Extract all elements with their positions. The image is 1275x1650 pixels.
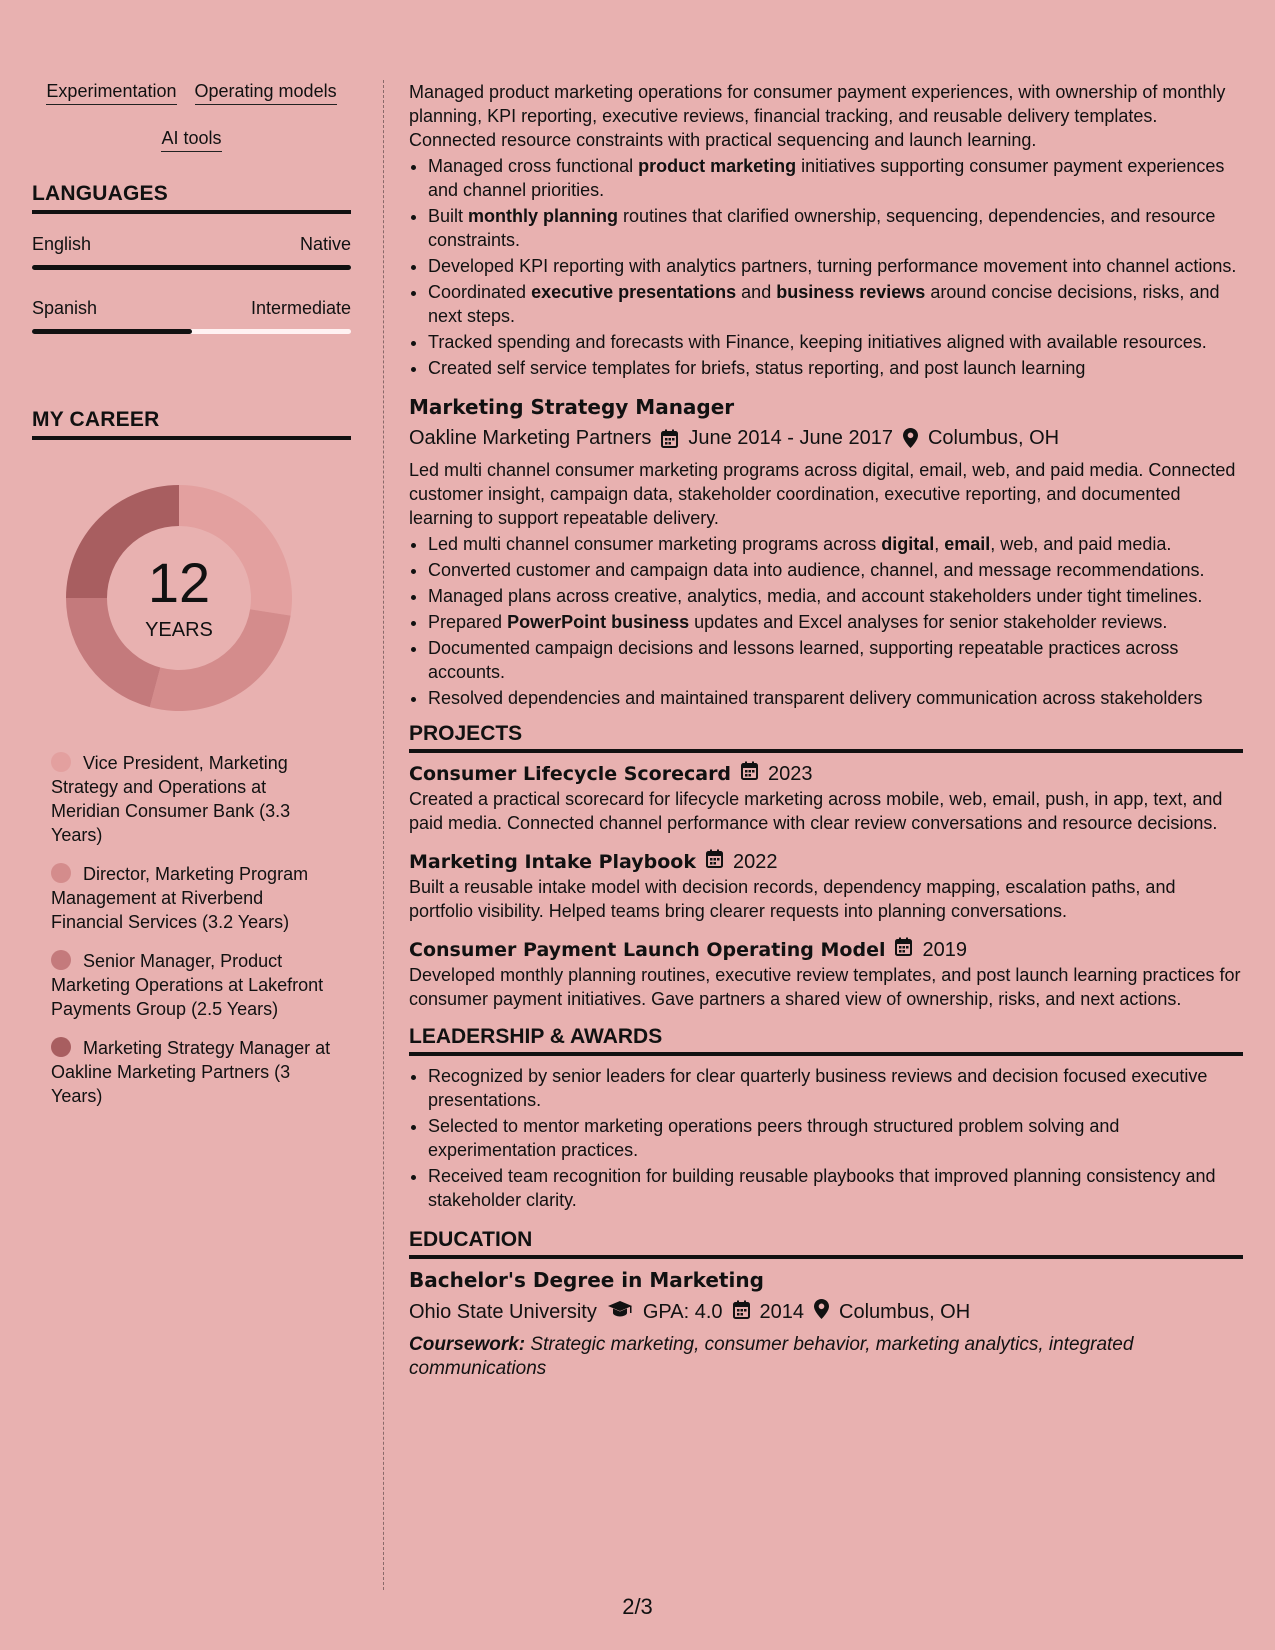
project-title: Consumer Lifecycle Scorecard 2023 [409,763,813,785]
project-desc: Developed monthly planning routines, executive review templates, and post launch learning practices for consumer payment initiatives. Gave partners a shared view of ownership, risks, and next actions. [409,965,1241,1009]
legend-label: Vice President, Marketing Strategy and Operations at Meridian Consumer Bank (3.3 Years) [51,753,291,845]
legend-item [51,862,331,934]
language-name: Spanish [32,298,98,318]
job-bullet: • Led multi channel consumer marketing programs across digital, email, web, and paid media. [428,532,1243,556]
page-number: 2/3 [622,1594,653,1619]
job-bullets [409,154,1243,380]
calendar-icon [741,761,758,787]
donut-center [64,483,294,713]
job-bullet: • Managed plans across creative, analytics, media, and account stakeholders under tight timelines. [428,584,1243,608]
column-divider [383,80,384,1590]
job-location: Columbus, OH [927,427,1060,449]
job-bullet: • Coordinated executive presentations and business reviews around concise decisions, risks, and next steps. [428,280,1243,328]
projects-heading: PROJECTS [409,722,1243,753]
awards-section [409,1025,1243,1212]
job-title: Marketing Strategy Manager [409,395,735,419]
job-bullet: • Created self service templates for briefs, status reporting, and post launch learning [428,356,1243,380]
job-bullet: • Tracked spending and forecasts with Finance, keeping initiatives aligned with available resources. [428,330,1243,354]
graduation-year: 2014 [759,1301,805,1323]
coursework-label: Coursework: [409,1334,526,1355]
awards-list [409,1064,1243,1212]
legend-dot [51,752,71,772]
job-bullet: • Converted customer and campaign data into audience, channel, and message recommendations. [428,558,1243,582]
location-pin-icon [814,1299,829,1325]
job-bullet: • Managed cross functional product marketing initiatives supporting consumer payment experiences and channel priorities. [428,154,1243,202]
legend-label: Senior Manager, Product Marketing Operations at Lakefront Payments Group (2.5 Years) [51,951,324,1019]
job-bullet: • Built monthly planning routines that clarified ownership, sequencing, dependencies, and resource constraints. [428,204,1243,252]
job-dates: June 2014 - June 2017 [688,427,893,449]
project-desc: Created a practical scorecard for lifecycle marketing across mobile, web, email, push, in app, text, and paid media. Connected channel performance with clear review conversations and resource decisions. [409,789,1223,833]
award-item: • Recognized by senior leaders for clear quarterly business reviews and decision focused executive presentations. [428,1064,1243,1112]
skill-tag: Experimentation [46,80,176,105]
school-name: Ohio State University [409,1301,597,1323]
calendar-icon [706,849,723,875]
graduation-cap-icon [607,1300,633,1324]
job-meta [409,426,1243,450]
legend-item [51,751,331,847]
coursework [409,1333,1243,1381]
career-total-years: 12 [147,550,211,614]
career-years-unit: YEARS [145,618,213,641]
language-bar [32,265,351,270]
legend-label: Director, Marketing Program Management at Riverbend Financial Services (3.2 Years) [51,864,309,932]
project-title: Marketing Intake Playbook 2022 [409,851,778,873]
language-bar-fill [32,265,351,270]
skill-tag: AI tools [161,127,221,152]
legend-label: Marketing Strategy Manager at Oakline Marketing Partners (3 Years) [51,1038,331,1106]
project-year: 2022 [732,851,778,873]
skill-tag: Operating models [195,80,337,105]
gpa: GPA: 4.0 [642,1301,723,1323]
language-name: English [32,234,92,254]
legend-item [51,1036,331,1108]
left-column [32,80,351,1123]
calendar-icon [895,937,912,963]
legend-item [51,949,331,1021]
languages-heading: LANGUAGES [32,182,351,214]
right-column [409,80,1243,1381]
language-level: Intermediate [250,298,351,318]
job-bullet: • Resolved dependencies and maintained transparent delivery communication across stakeholders [428,686,1243,710]
career-donut-chart [64,483,294,713]
legend-dot [51,1037,71,1057]
job-bullet: • Developed KPI reporting with analytics partners, turning performance movement into channel actions. [428,254,1243,278]
location-pin-icon [903,428,918,448]
calendar-icon [661,429,678,448]
education-heading: EDUCATION [409,1228,1243,1259]
projects-section [409,722,1243,1011]
language-item [32,234,351,270]
coursework-text: Strategic marketing, consumer behavior, marketing analytics, integrated communications [409,1334,1134,1379]
education-section [409,1228,1243,1381]
education-meta [409,1299,1243,1325]
job-summary: Led multi channel consumer marketing programs across digital, email, web, and paid media. Connected customer insight, campaign data, stakeholder coordination, executive reporting, and documented learning to support repeatable delivery. [409,460,1236,528]
career-heading: MY CAREER [32,408,351,440]
job-summary: Managed product marketing operations for consumer payment experiences, with ownership of monthly planning, KPI reporting, executive reviews, financial tracking, and reusable delivery templates. Connected resource constraints with practical sequencing and launch learning. [409,82,1226,150]
calendar-icon [733,1300,750,1325]
award-item: • Received team recognition for building reusable playbooks that improved planning consistency and stakeholder clarity. [428,1164,1243,1212]
legend-dot [51,863,71,883]
project-title: Consumer Payment Launch Operating Model 2019 [409,939,967,961]
project-desc: Built a reusable intake model with decision records, dependency mapping, escalation paths, and portfolio visibility. Helped teams bring clearer requests into planning conversations. [409,877,1176,921]
language-bar [32,329,351,334]
degree-title: Bachelor's Degree in Marketing [409,1268,764,1292]
company-name: Oakline Marketing Partners [409,427,652,449]
language-bar-fill [32,329,192,334]
job-bullet: • Documented campaign decisions and lessons learned, supporting repeatable practices across accounts. [428,636,1243,684]
skills-list [32,80,351,152]
career-legend [51,751,331,1108]
project-year: 2023 [768,763,813,785]
legend-dot [51,950,71,970]
award-item: • Selected to mentor marketing operations peers through structured problem solving and experimentation practices. [428,1114,1243,1162]
project-year: 2019 [922,939,967,961]
language-item [32,298,351,334]
education-location: Columbus, OH [839,1301,971,1323]
job-bullets [409,532,1243,710]
job-bullet: • Prepared PowerPoint business updates and Excel analyses for senior stakeholder reviews. [428,610,1243,634]
awards-heading: LEADERSHIP & AWARDS [409,1025,1243,1056]
language-level: Native [299,234,351,254]
